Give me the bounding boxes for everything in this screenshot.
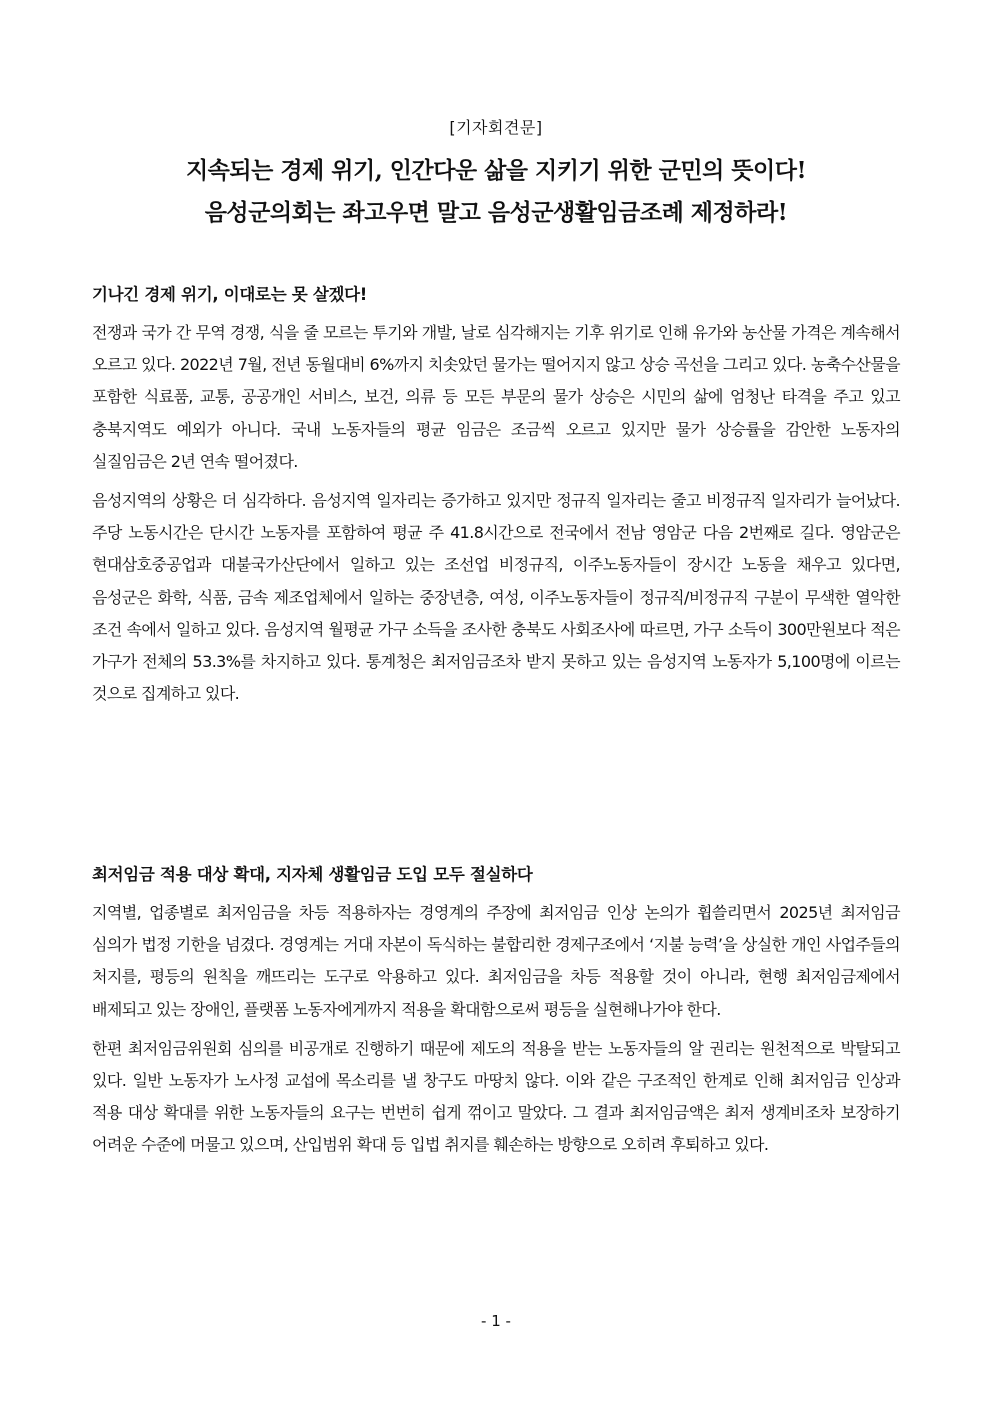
section-heading: 최저임금 적용 대상 확대, 지자체 생활임금 도입 모두 절실하다 — [92, 865, 533, 884]
document-title-line-2: 음성군의회는 좌고우면 말고 음성군생활임금조례 제정하라! — [204, 199, 788, 226]
document-type-label: [기자회견문] — [449, 118, 543, 137]
document-title-line-1: 지속되는 경제 위기, 인간다운 삶을 지키기 위한 군민의 뜻이다! — [185, 157, 807, 184]
document-page — [92, 0, 900, 1403]
body-paragraph: 음성지역의 상황은 더 심각하다. 음성지역 일자리는 증가하고 있지만 정규직 일자리는 줄고 비정규직 일자리가 늘어났다. 주당 노동시간은 단시간 노동자를 포함하여 평균 주 41.8시간으로 전국에서 전남 영암군 다음 2번째로 길다. 영암군은 현대삼호중공업과 대불국가산단에서 일하고 있는 조선업 비정규직, 이주노동자들이 장시간 노동을 채우고 있다면, 음성군은 화학, 식품, 금속 제조업체에서 일하는 중장년층, 여성, 이주노동자들이 정규직/비정규직 구분이 무색한 열악한 조건 속에서 일하고 있다. 음성지역 월평균 가구 소득을 조사한 충북도 사회조사에 따르면, 가구 소득이 300만원보다 적은 가구가 전체의 53.3%를 차지하고 있다. 통계청은 최저임금조차 받지 못하고 있는 음성지역 노동자가 5,100명에 이르는 것으로 집계하고 있다. — [92, 491, 900, 704]
section-heading: 기나긴 경제 위기, 이대로는 못 살겠다! — [92, 285, 368, 304]
body-paragraph: 한편 최저임금위원회 심의를 비공개로 진행하기 때문에 제도의 적용을 받는 노동자들의 알 권리는 원천적으로 박탈되고 있다. 일반 노동자가 노사정 교섭에 목소리를 낼 창구도 마땅치 않다. 이와 같은 구조적인 한계로 인해 최저임금 인상과 적용 대상 확대를 위한 노동자들의 요구는 번번히 쉽게 꺾이고 말았다. 그 결과 최저임금액은 최저 생계비조차 보장하기 어려운 수준에 머물고 있으며, 산입범위 확대 등 입법 취지를 훼손하는 방향으로 오히려 후퇴하고 있다. — [92, 1038, 900, 1155]
page-number: - 1 - — [481, 1312, 511, 1330]
section-minimum-wage — [92, 862, 900, 1169]
body-paragraph: 전쟁과 국가 간 무역 경쟁, 식을 줄 모르는 투기와 개발, 날로 심각해지는 기후 위기로 인해 유가와 농산물 가격은 계속해서 오르고 있다. 2022년 7월, 전년 동월대비 6%까지 치솟았던 물가는 떨어지지 않고 상승 곡선을 그리고 있다. 농축수산물을 포함한 식료품, 교통, 공공개인 서비스, 보건, 의류 등 모든 부문의 물가 상승은 시민의 삶에 엄청난 타격을 주고 있고 충북지역도 예외가 아니다. 국내 노동자들의 평균 임금은 조금씩 오르고 있지만 물가 상승률을 감안한 노동자의 실질임금은 2년 연속 떨어졌다. — [92, 323, 900, 471]
section-economic-crisis — [92, 282, 900, 717]
body-paragraph: 지역별, 업종별로 최저임금을 차등 적용하자는 경영계의 주장에 최저임금 인상 논의가 휩쓸리면서 2025년 최저임금 심의가 법정 기한을 넘겼다. 경영계는 거대 자본이 독식하는 불합리한 경제구조에서 ‘지불 능력’을 상실한 개인 사업주들의 처지를, 평등의 원칙을 깨뜨리는 도구로 악용하고 있다. 최저임금을 차등 적용할 것이 아니라, 현행 최저임금제에서 배제되고 있는 장애인, 플랫폼 노동자에게까지 적용을 확대함으로써 평등을 실현해나가야 한다. — [92, 903, 900, 1019]
